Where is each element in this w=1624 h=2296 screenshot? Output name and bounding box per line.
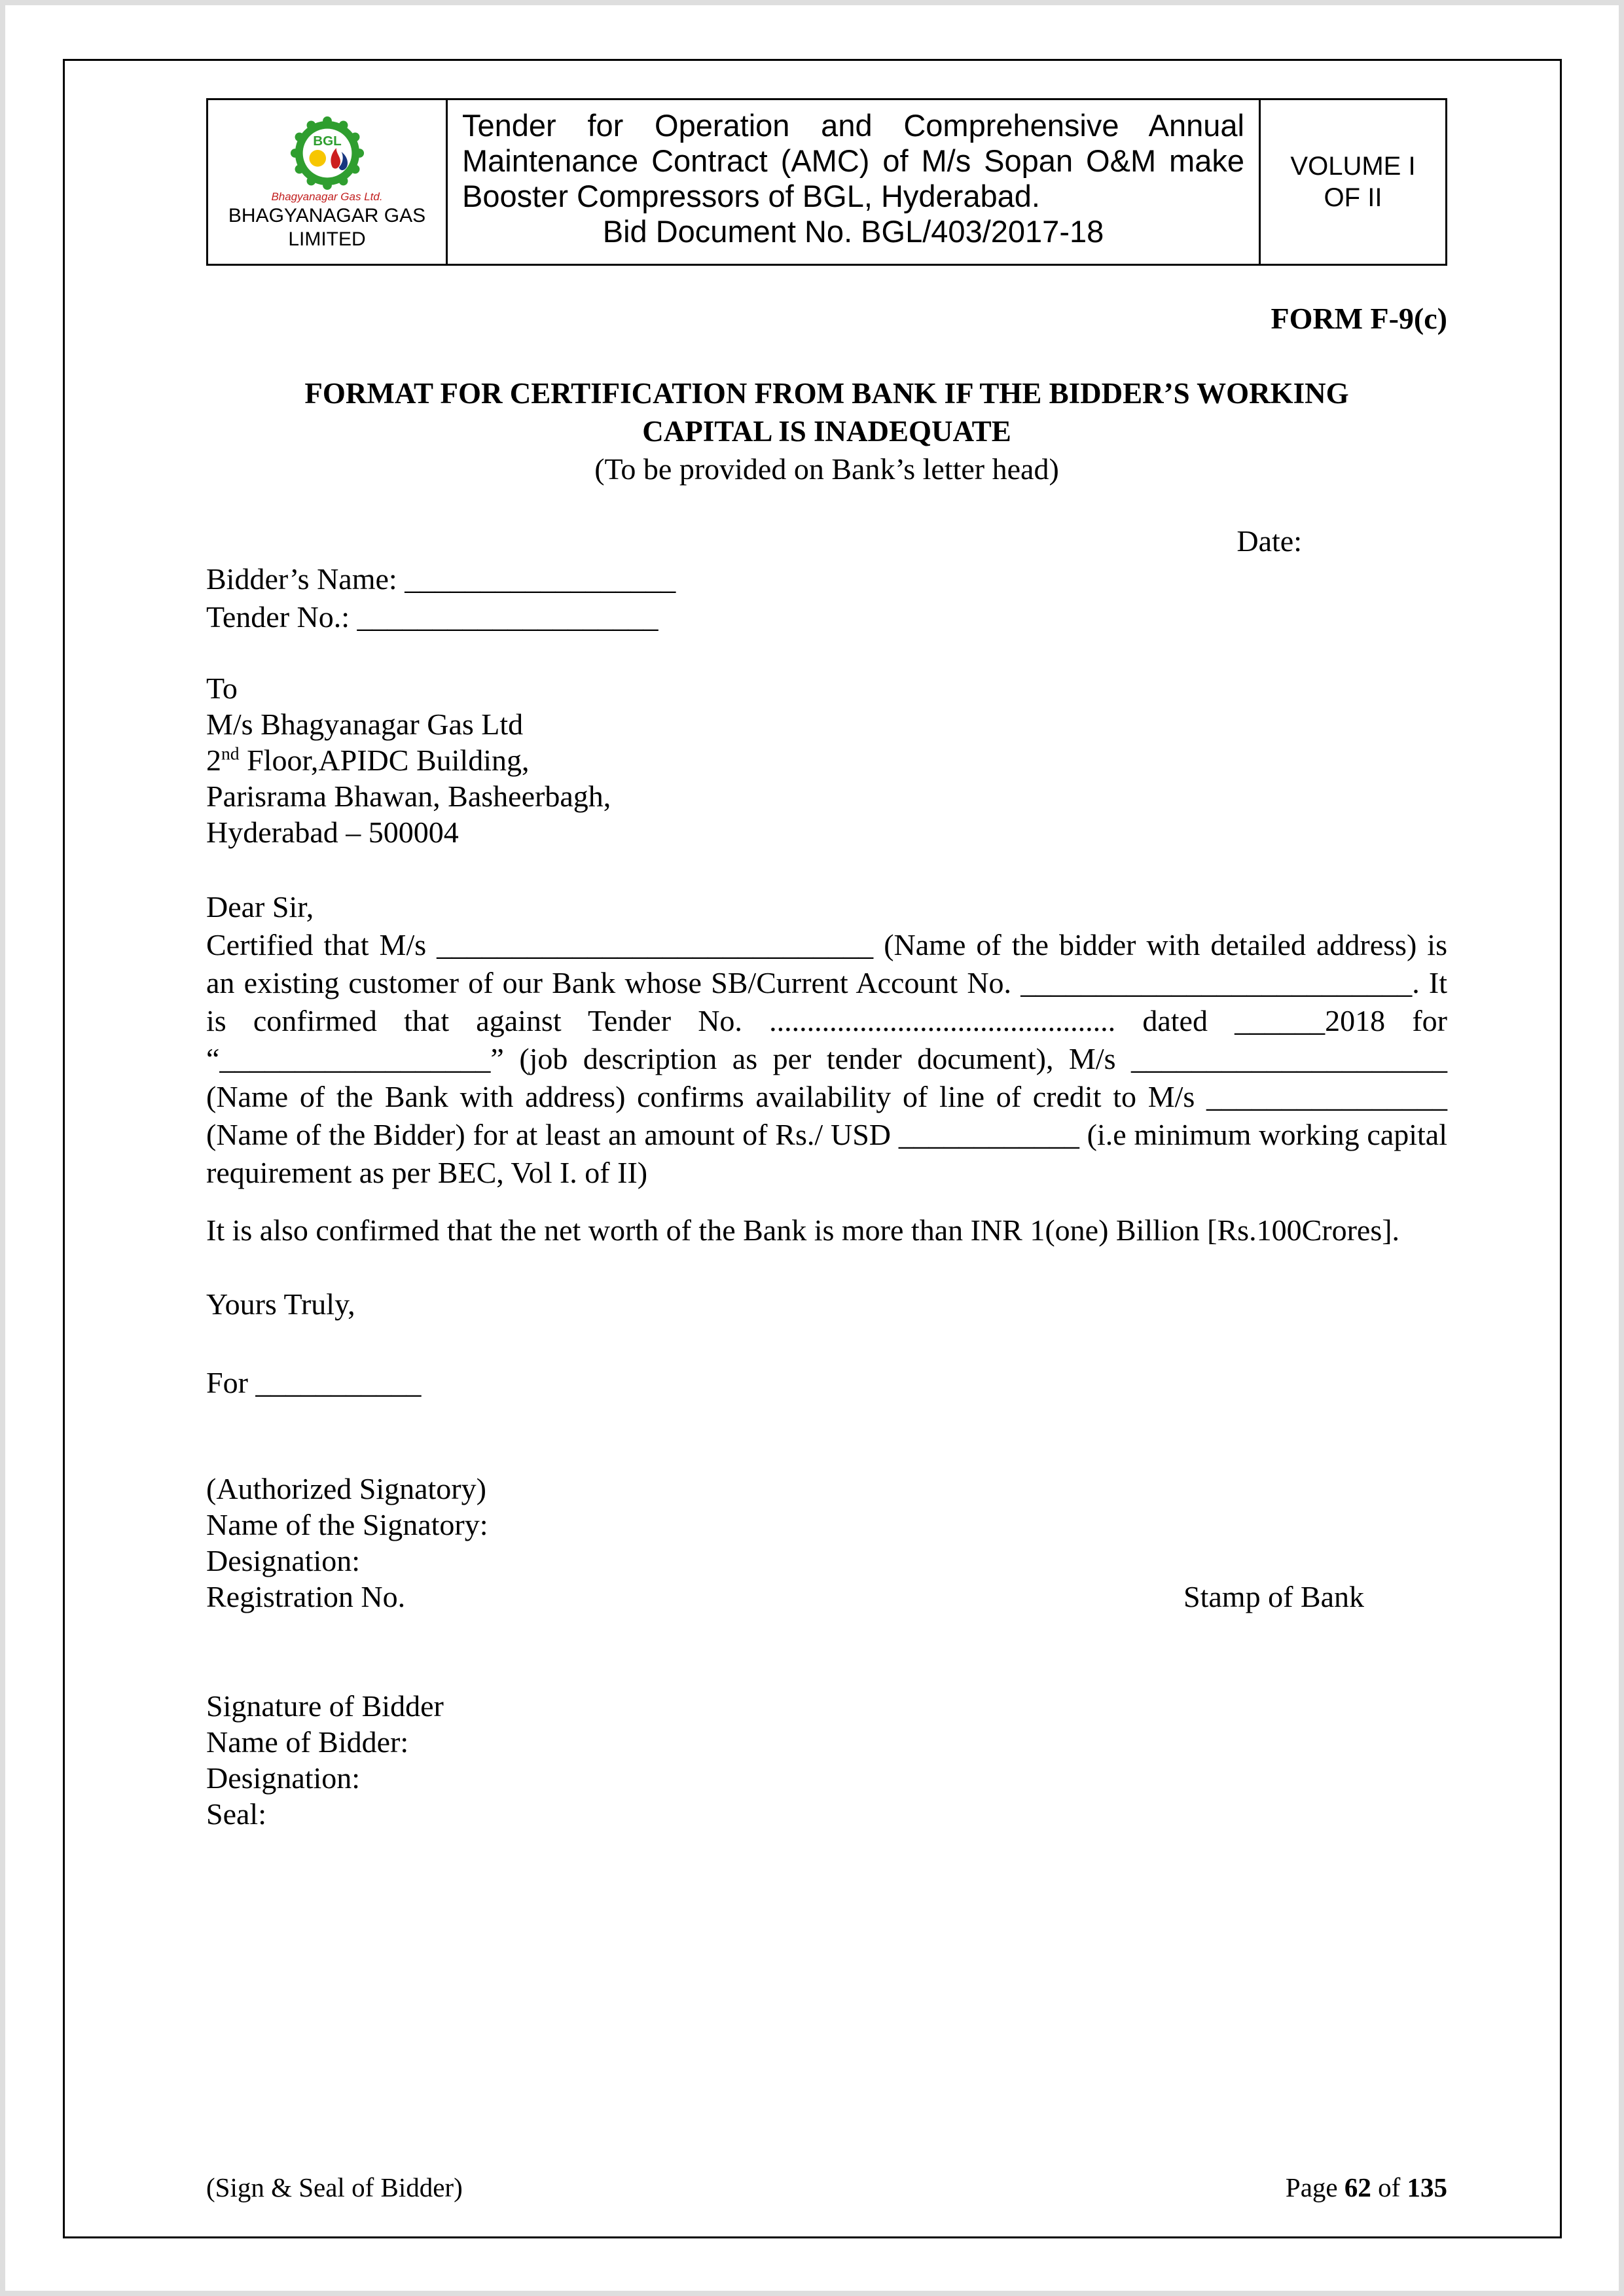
recipient-line3: Parisrama Bhawan, Basheerbagh, (206, 780, 611, 813)
page-number: 62 (1344, 2172, 1371, 2202)
page-number-indicator: Page 62 of 135 (1285, 2172, 1447, 2202)
salutation: Dear Sir, (206, 890, 314, 924)
logo-cell (208, 100, 448, 264)
total-pages: 135 (1407, 2172, 1447, 2202)
volume-cell (1261, 100, 1445, 264)
confirmation-paragraph: It is also confirmed that the net worth of the Bank is more than INR 1(one) Billion [Rs.100Crores]. (206, 1213, 1400, 1247)
form-subtitle: (To be provided on Bank’s letter head) (594, 452, 1059, 486)
bidder-designation-label: Designation: (206, 1761, 361, 1795)
org-name-line1: BHAGYANAGAR GAS (228, 205, 426, 226)
date-label: Date: (1236, 524, 1302, 558)
ordinal-superscript: nd (221, 743, 240, 764)
logo-sun (309, 150, 326, 167)
bgl-logo-icon (289, 113, 366, 190)
recipient-line1: M/s Bhagyanagar Gas Ltd (206, 708, 524, 741)
signatory-designation-label: Designation: (206, 1544, 361, 1577)
logo-acronym: BGL (312, 134, 342, 149)
page-content (206, 98, 1447, 1832)
authorized-signatory-label: (Authorized Signatory) (206, 1472, 486, 1505)
tender-no-line: Tender No.: ____________________ (206, 600, 659, 634)
seal-label: Seal: (206, 1797, 266, 1831)
bidder-name-line: Bidder’s Name: __________________ (206, 562, 676, 596)
org-name-line2: LIMITED (288, 228, 366, 250)
for-line: For ___________ (206, 1366, 422, 1399)
certification-paragraph: Certified that M/s _____________________________ (Name of the bidder with detailed address) is an existing customer of our Bank whose SB/Current Account No. __________________________. It is confirmed that against Tender No. .............................................. dated ______2018 for “__________________” (job description as per tender document), M/s _____________________ (Name of the Bank with address) confirms availability of line of credit to M/s ________________ (Name of the Bidder) for at least an amount of Rs./ USD ____________ (i.e minimum working capital requirement as per BEC, Vol I. of II) (206, 928, 1447, 1189)
logo-brand-subtext: Bhagyanagar Gas Ltd. (271, 190, 383, 203)
recipient-to: To (206, 672, 238, 705)
signatory-name-label: Name of the Signatory: (206, 1508, 488, 1541)
tender-title-cell (448, 100, 1261, 264)
document-header (206, 98, 1447, 266)
form-title (206, 374, 1447, 450)
registration-label: Registration No. (206, 1580, 406, 1613)
closing-line: Yours Truly, (206, 1287, 355, 1321)
form-title-line2: CAPITAL IS INADEQUATE (642, 415, 1011, 448)
bank-signatory-block (206, 1471, 1447, 1615)
form-title-line1: FORMAT FOR CERTIFICATION FROM BANK IF THE BIDDER’S WORKING (304, 377, 1349, 410)
registration-stamp-line (206, 1579, 1447, 1615)
footer-sign-seal: (Sign & Seal of Bidder) (206, 2172, 463, 2202)
tender-title-text: Tender for Operation and Comprehensive Annual Maintenance Contract (AMC) of M/s Sopan O&M make Booster Compressors of BGL, Hyderabad. (462, 108, 1244, 213)
bid-document-number: Bid Document No. BGL/403/2017-18 (602, 214, 1104, 249)
form-number: FORM F-9(c) (1271, 302, 1447, 335)
stamp-of-bank-label: Stamp of Bank (1183, 1580, 1364, 1613)
recipient-line4: Hyderabad – 500004 (206, 816, 459, 849)
volume-line1: VOLUME I (1290, 152, 1416, 181)
bidder-name-label: Name of Bidder: (206, 1725, 409, 1759)
volume-line2: OF II (1324, 183, 1382, 212)
recipient-address (206, 670, 1447, 850)
bidder-signature-block (206, 1688, 1447, 1832)
bidder-signature-label: Signature of Bidder (206, 1689, 444, 1723)
recipient-line2: 2nd Floor,APIDC Building, (206, 743, 530, 777)
page-footer (206, 2172, 1447, 2203)
